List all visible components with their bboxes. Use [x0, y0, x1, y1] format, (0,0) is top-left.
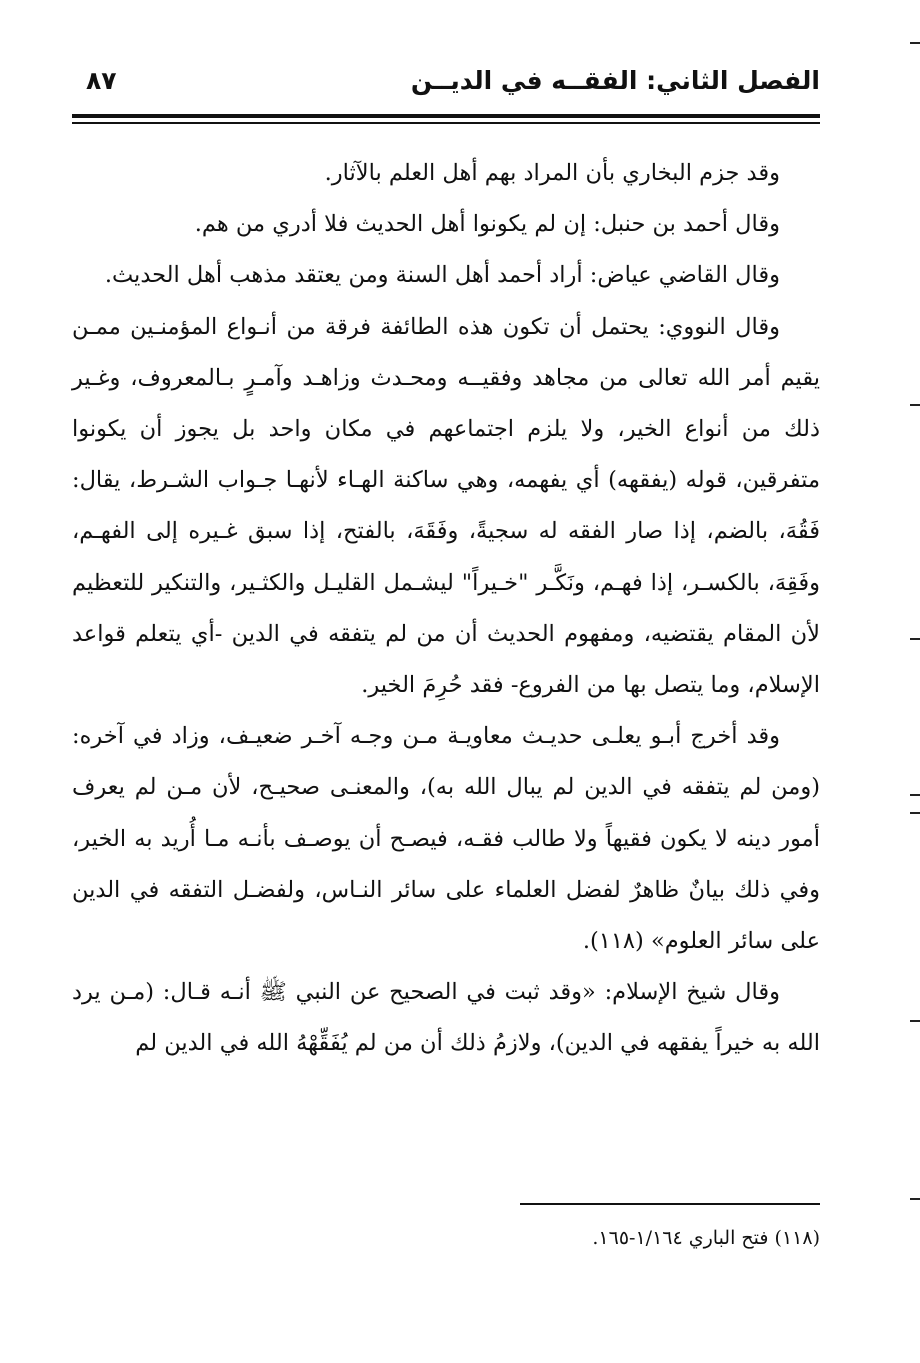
body-text	[72, 148, 820, 1070]
margin-mark	[910, 1020, 920, 1022]
paragraph: وقال أحمد بن حنبل: إن لم يكونوا أهل الحديث فلا أدري من هم.	[194, 211, 780, 238]
header-rule-thin	[72, 122, 820, 124]
paragraph: وقال النووي: يحتمل أن تكون هذه الطائفة فرقة من أنـواع المؤمنـين ممـن يقيم أمر الله تعالى من مجاهد وفقيــه ومحـدث وزاهـد وآمـرٍ بـالمعروف، وغـير ذلك من أنواع الخير، ولا يلزم اجتماعهم في مكان واحد بل يجوز أن يكونوا متفرقين، قوله (يفقهه) أي يفهمه، وهي ساكنة الهـاء لأنهـا جـواب الشـرط، يقال: فَقُهَ، بالضم، إذا صار الفقه له سجيةً، وفَقَهَ، بالفتح، إذا سبق غـيره إلى الفهـم، وفَقِهَ، بالكسـر، إذا فهـم، ونَكَّـر "خـيراً" ليشـمل القليـل والكثـير، والتنكير للتعظيم لأن المقام يقتضيه، ومفهوم الحديث أن من لم يتفقه في الدين -أي يتعلم قواعد الإسلام، وما يتصل بها من الفروع- فقد حُرِمَ الخير.	[72, 313, 821, 699]
margin-mark	[910, 42, 920, 44]
footnote: (١١٨) فتح الباري ١/١٦٤-١٦٥.	[592, 1227, 820, 1249]
running-title: الفصل الثاني: الفقــه في الديــن	[410, 66, 820, 95]
paragraph: وقد أخرج أبـو يعلـى حديـث معاويـة مـن وجـه آخـر ضعيـف، وزاد في آخره: (ومن لم يتفقه في الدين لم يبال الله به)، والمعنـى صحيـح، لأن مـن لم يعرف أمور دينه لا يكون فقيهاً ولا طالب فقـه، فيصـح أن يوصـف بأنـه مـا أُريد به الخير، وفي ذلك بيانٌ ظاهرٌ لفضل العلماء على سائر النـاس، ولفضـل التفقه في الدين على سائر العلوم» (١١٨).	[72, 723, 820, 955]
margin-mark	[910, 638, 920, 640]
paragraph: وقال شيخ الإسلام: «وقد ثبت في الصحيح عن النبي ﷺ أنـه قـال: (مـن يرد الله به خيراً يفقهه في الدين)، ولازمُ ذلك أن من لم يُفَقِّهْهُ الله في الدين لم	[72, 979, 820, 1057]
margin-mark	[910, 794, 920, 796]
page-header	[72, 64, 820, 104]
margin-mark	[910, 404, 920, 406]
paragraph: وقد جزم البخاري بأن المراد بهم أهل العلم بالآثار.	[324, 160, 780, 186]
footnote-rule	[520, 1203, 820, 1205]
paragraph: وقال القاضي عياض: أراد أحمد أهل السنة ومن يعتقد مذهب أهل الحديث.	[104, 262, 780, 289]
margin-mark	[910, 812, 920, 814]
margin-mark	[910, 1198, 920, 1200]
page-number: ٨٧	[86, 66, 117, 95]
header-rule-thick	[72, 114, 820, 118]
